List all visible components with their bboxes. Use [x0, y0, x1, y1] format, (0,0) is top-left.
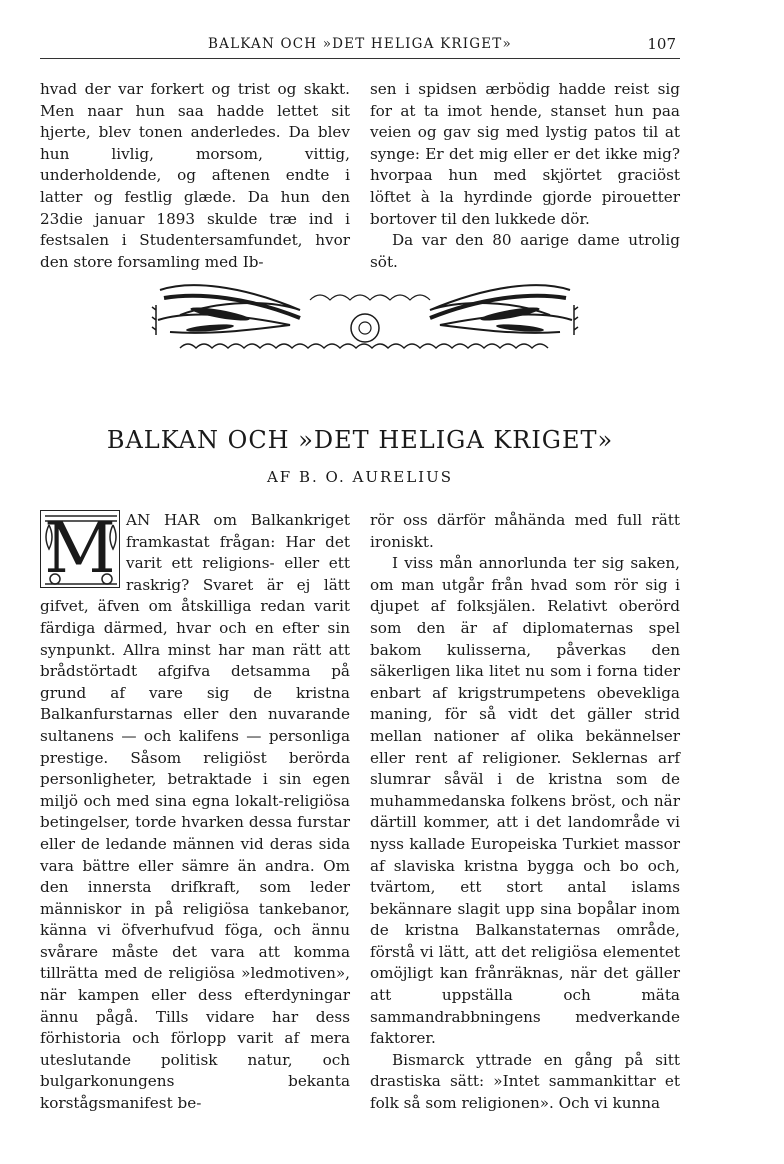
running-header	[40, 30, 680, 60]
paragraph: I viss mån annorlunda ter sig saken, om man utgår från hvad som rör sig i djupet af folksjälen. Relativt oberörd som den är af diplomaternas spel bakom kulisserna, påverkas den säkerligen lika litet nu som i forna tider enbart af krigstrumpetens obevekliga maning, för så vidt det gäller strid mellan nationer af olika bekännelser eller rent af religioner. Seklernas arf slumrar såväl i de kristna som de muhammedanska folkens bröst, och när därtill kommer, att i det landområde vi nyss kallade Europeiska Turkiet massor af slaviska kristna bygga och bo och, tvärtom, ett stort antal islams bekännare slagit upp sina bopålar inom de kristna Balkanstaternas område, förstå vi lätt, att det religiösa elementet omöjligt kan frånräknas, när det gäller att uppställa och mäta sammandrabbningens medverkande faktorer.	[370, 554, 680, 1048]
floral-ornament-icon	[150, 270, 580, 370]
header-rule	[40, 58, 680, 59]
running-title: BALKAN OCH »DET HELIGA KRIGET»	[208, 36, 512, 52]
drop-cap-letter: M	[44, 507, 116, 589]
paragraph: sen i spidsen ærbödig hadde reist sig for at ta imot hende, stanset hun paa veien og gav sig med lystig patos til at synge: Er det mig eller er det ikke mig? hvorpaa hun med skjörtet graciöst löftet à la hyrdinde gjorde pirouetter bortover til den lukkede dör.	[370, 80, 680, 228]
previous-article-left-column	[40, 79, 350, 273]
paragraph: hvad der var forkert og trist og skakt. Men naar hun saa hadde lettet sit hjerte, blev tonen anderledes. Da blev hun livlig, morsom, vittig, underholdende, og aftenen endte i latter og festlig glæde. Da hun den 23die januar 1893 skulde træ ind i festsalen i Studentersamfundet, hvor den store forsamling med Ib-	[40, 80, 350, 271]
article-right-column	[370, 510, 680, 1115]
paragraph: Bismarck yttrade en gång på sitt drastiska sätt: »Intet sammankittar et folk så som religionen». Och vi kunna	[370, 1050, 680, 1113]
decorated-initial	[40, 507, 120, 589]
page-number: 107	[647, 35, 676, 53]
closing-paragraph: Da var den 80 aarige dame utrolig söt.	[370, 231, 680, 271]
paragraph: AN HAR om Balkankriget framkastat frågan: Har det varit ett religions- eller ett raskrig? Svaret är ej lätt gifvet, äfven om åtskilliga redan varit färdiga därmed, hvar och en efter sin synpunkt. Allra minst har man rätt att brådstörtadt afgifva detsamma på grund af vare sig de kristna Balkanfurstarnas eller den nuvarande sultanens — och kalifens — personliga prestige. Såsom religiöst berörda personligheter, betraktade i sin egen miljö och med sina egna lokalt-religiösa betingelser, torde hvarken dessa furstar eller de ledande männen vid deras sida vara bättre eller sämre än andra. Om den innersta drifkraft, som leder människor in på religiösa tankebanor, känna vi öfverhufvud föga, och ännu svårare måste det vara att komma tillrätta med de religiösa »ledmotiven», när kampen eller dess efterdyningar ännu pågå. Tills vidare har dess förhistoria och förlopp varit af mera uteslutande politisk natur, och bulgarkonungens bekanta korstågsmanifest be-	[40, 511, 350, 1113]
article-left-column	[40, 507, 350, 1115]
previous-article-right-column	[370, 79, 680, 273]
article-author: AF B. O. AURELIUS	[266, 468, 454, 486]
article-title: BALKAN OCH »DET HELIGA KRIGET»	[106, 426, 614, 454]
paragraph: rör oss därför måhända med full rätt ironiskt.	[370, 511, 680, 551]
